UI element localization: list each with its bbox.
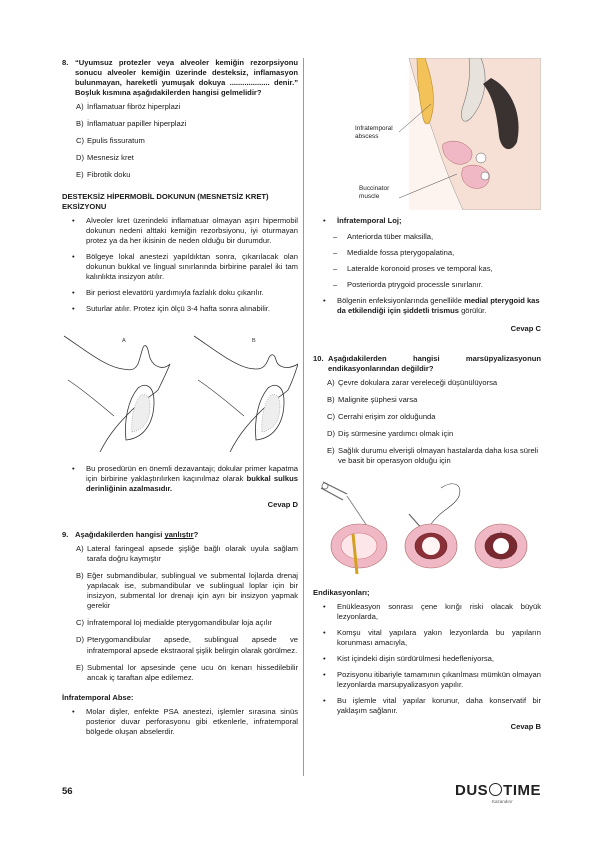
question-text: Aşağıdakilerden hangisi marsüpyalizasyonun endikasyonlarından değildir? (328, 354, 541, 374)
list-item: • Bu işlemle vital yapılar korunur, daha konservatif bir yaklaşım sağlanır. (313, 696, 541, 716)
infratemporal-loj-dashes (313, 232, 541, 290)
option-c[interactable]: C) Epulis fissuratum (76, 136, 145, 146)
answer-label: Cevap B (510, 722, 541, 732)
right-column (313, 58, 541, 732)
options-list (327, 378, 541, 466)
option-a[interactable]: A) Lateral faringeal apsede şişliğe bağlı olarak uyula sağlam tarafa doğru kaymıştır (76, 544, 298, 564)
option-a[interactable]: A) İnflamatuar fibröz hiperplazi (76, 102, 181, 112)
option-a[interactable]: A) Çevre dokulara zarar vereleceği düşünülüyorsa (327, 378, 498, 388)
option-b[interactable]: B) Eğer submandibular, sublingual ve submental lojlarda drenaj yapılacak ise, submandibular ve sublingual loplar için bir insizyon, submental lor drenajı için ayrı bir insizyon yapmak gerekir (76, 571, 298, 611)
endikasyon-title: Endikasyonları; (313, 588, 370, 598)
brand-logo: DUS TIME (455, 782, 542, 799)
question-text: “Uyumsuz protezler veya alveoler kemiğin rezorpsiyonu sonucu alveoler kemiğin üzerinde desteksiz, inflamasyon bulunmayan, hareketli yumuşak dokuya ................... denir.” Boşluk kısmına aşağıdakilerden hangisi gelmelidir? (75, 58, 298, 98)
question-9 (62, 530, 298, 682)
question-10 (313, 354, 541, 466)
option-d[interactable]: D) Mesnesiz kret (76, 153, 134, 163)
list-item: • Molar dişler, enfekte PSA anestezi, işlemler sırasına sinüs posterior duvar perforasyonu gibi etkenlerle, infratemporal bölgede oluşan abselerdir. (62, 707, 298, 737)
list-item: • Bölgenin enfeksiyonlarında genellikle medial pterygoid kas da etkilendiği için şiddetli trismus görülür. (313, 296, 541, 316)
label-abscess-2: abscess (355, 133, 379, 140)
options-list (76, 544, 298, 682)
endikasyon-bullets (313, 602, 541, 716)
list-item: • Komşu vital yapılara yakın lezyonlarda bu yapıların korunması amacıyla, (313, 628, 541, 648)
option-e[interactable]: E) Submental lor apsesinde çene ucu ön kenarı hissedilebilir ancak iç taraftan alpe edilemez. (76, 662, 298, 682)
list-item: – Lateralde koronoid proses ve temporal kas, (313, 264, 541, 274)
list-item: • Alveoler kret üzerindeki inflamatuar olmayan aşırı hipermobil dokunun nedeni alttaki kemiğin rezorbsiyonu, iyi oturmayan protez ya da her ikisinin de neden olduğu bir durumdur. (62, 216, 298, 246)
marsupialization-figure (313, 474, 541, 580)
section-title: DESTEKSİZ HİPERMOBİL DOKUNUN (MESNETSİZ KRET) EKSİZYONU (62, 192, 269, 212)
figure-label-a: A (122, 338, 126, 345)
list-item: • Bölgeye lokal anestezi yapıldıktan sonra, çıkarılacak olan dokunun bukkal ve lingual sınırlarında birbirine paralel iki tam kalınlıkta insizyon atılır. (62, 252, 298, 282)
options-list (76, 102, 298, 180)
list-item: • Enükleasyon sonrası çene kırığı riski olacak büyük lezyonlarda, (313, 602, 541, 622)
page-number: 56 (62, 786, 73, 797)
question-number: 9. (62, 530, 69, 540)
infratemporal-loj-title (313, 216, 541, 226)
left-column (62, 58, 298, 743)
option-e[interactable]: E) Sağlık durumu elverişli olmayan hastalarda daha kısa süreli ve basit bir operasyon olduğu için (327, 446, 539, 466)
label-buccinator-2: muscle (359, 193, 380, 200)
list-item: • Bu prosedürün en önemli dezavantajı; dokular primer kapatma için birbirine yaklaştırılırken kaçınılmaz olarak bukkal sulkus derinliğinin azalmasıdır. (62, 464, 298, 494)
answer-label: Cevap C (510, 324, 541, 334)
label-abscess-1: Infratemporal (355, 125, 393, 132)
option-e[interactable]: E) Fibrotik doku (76, 170, 131, 180)
option-c[interactable]: C) Cerrahi erişim zor olduğunda (327, 412, 436, 422)
option-d[interactable]: D) Pterygomandibular apsede, sublingual apsede ve infratemporal apsede ekstraoral şişlik belirgin olarak görülmez. (76, 635, 298, 655)
option-b[interactable]: B) Malignite şüphesi varsa (327, 395, 418, 405)
trismus-bullet (313, 296, 541, 316)
question-number: 10. (313, 354, 324, 364)
figure-label-b: B (252, 338, 256, 345)
answer-label: Cevap D (267, 500, 298, 510)
brand-slogan: Kazandırır (492, 799, 513, 804)
question-number: 8. (62, 58, 69, 67)
option-c[interactable]: C) İnfratemporal loj medialde pterygomandibular loja açılır (76, 618, 272, 628)
column-divider (303, 58, 304, 776)
list-item: – Anteriorda tüber maksilla, (313, 232, 541, 242)
list-item: • Kist içindeki dişin sürdürülmesi hedefleniyorsa, (313, 654, 541, 664)
label-buccinator-1: Buccinator (359, 185, 390, 192)
list-item: • Pozisyonu itibariyle tamamının çıkarılması mümkün olmayan lezyonlarda marsupyalizasyon yapılır. (313, 670, 541, 690)
list-item: • Bir periost elevatörü yardımıyla fazlalık doku çıkarılır. (62, 288, 298, 298)
tooth-icon (489, 783, 502, 796)
list-item: – Medialde fossa pterygopalatina, (313, 248, 541, 258)
question-text: Aşağıdakilerden hangisi yanlıştır? (75, 530, 199, 540)
dezavantaj-bullet (62, 464, 298, 494)
infratemporal-abse-title: İnfratemporal Abse: (62, 692, 134, 702)
list-item: • Suturlar atılır. Protez için ölçü 3-4 hafta sonra alınabilir. (62, 304, 298, 314)
option-d[interactable]: D) Diş sürmesine yardımcı olmak için (327, 429, 454, 439)
list-item: • İnfratemporal Loj; (313, 216, 541, 226)
option-b[interactable]: B) İnflamatuar papiller hiperplazi (76, 119, 187, 129)
infratemporal-figure (313, 58, 541, 210)
question-8 (62, 58, 298, 180)
section-bullets (62, 216, 298, 314)
list-item: – Posteriorda ptrygoid processle sınırlanır. (313, 280, 541, 290)
infratemporal-abse-bullets (62, 707, 298, 737)
excision-figure (62, 320, 298, 452)
